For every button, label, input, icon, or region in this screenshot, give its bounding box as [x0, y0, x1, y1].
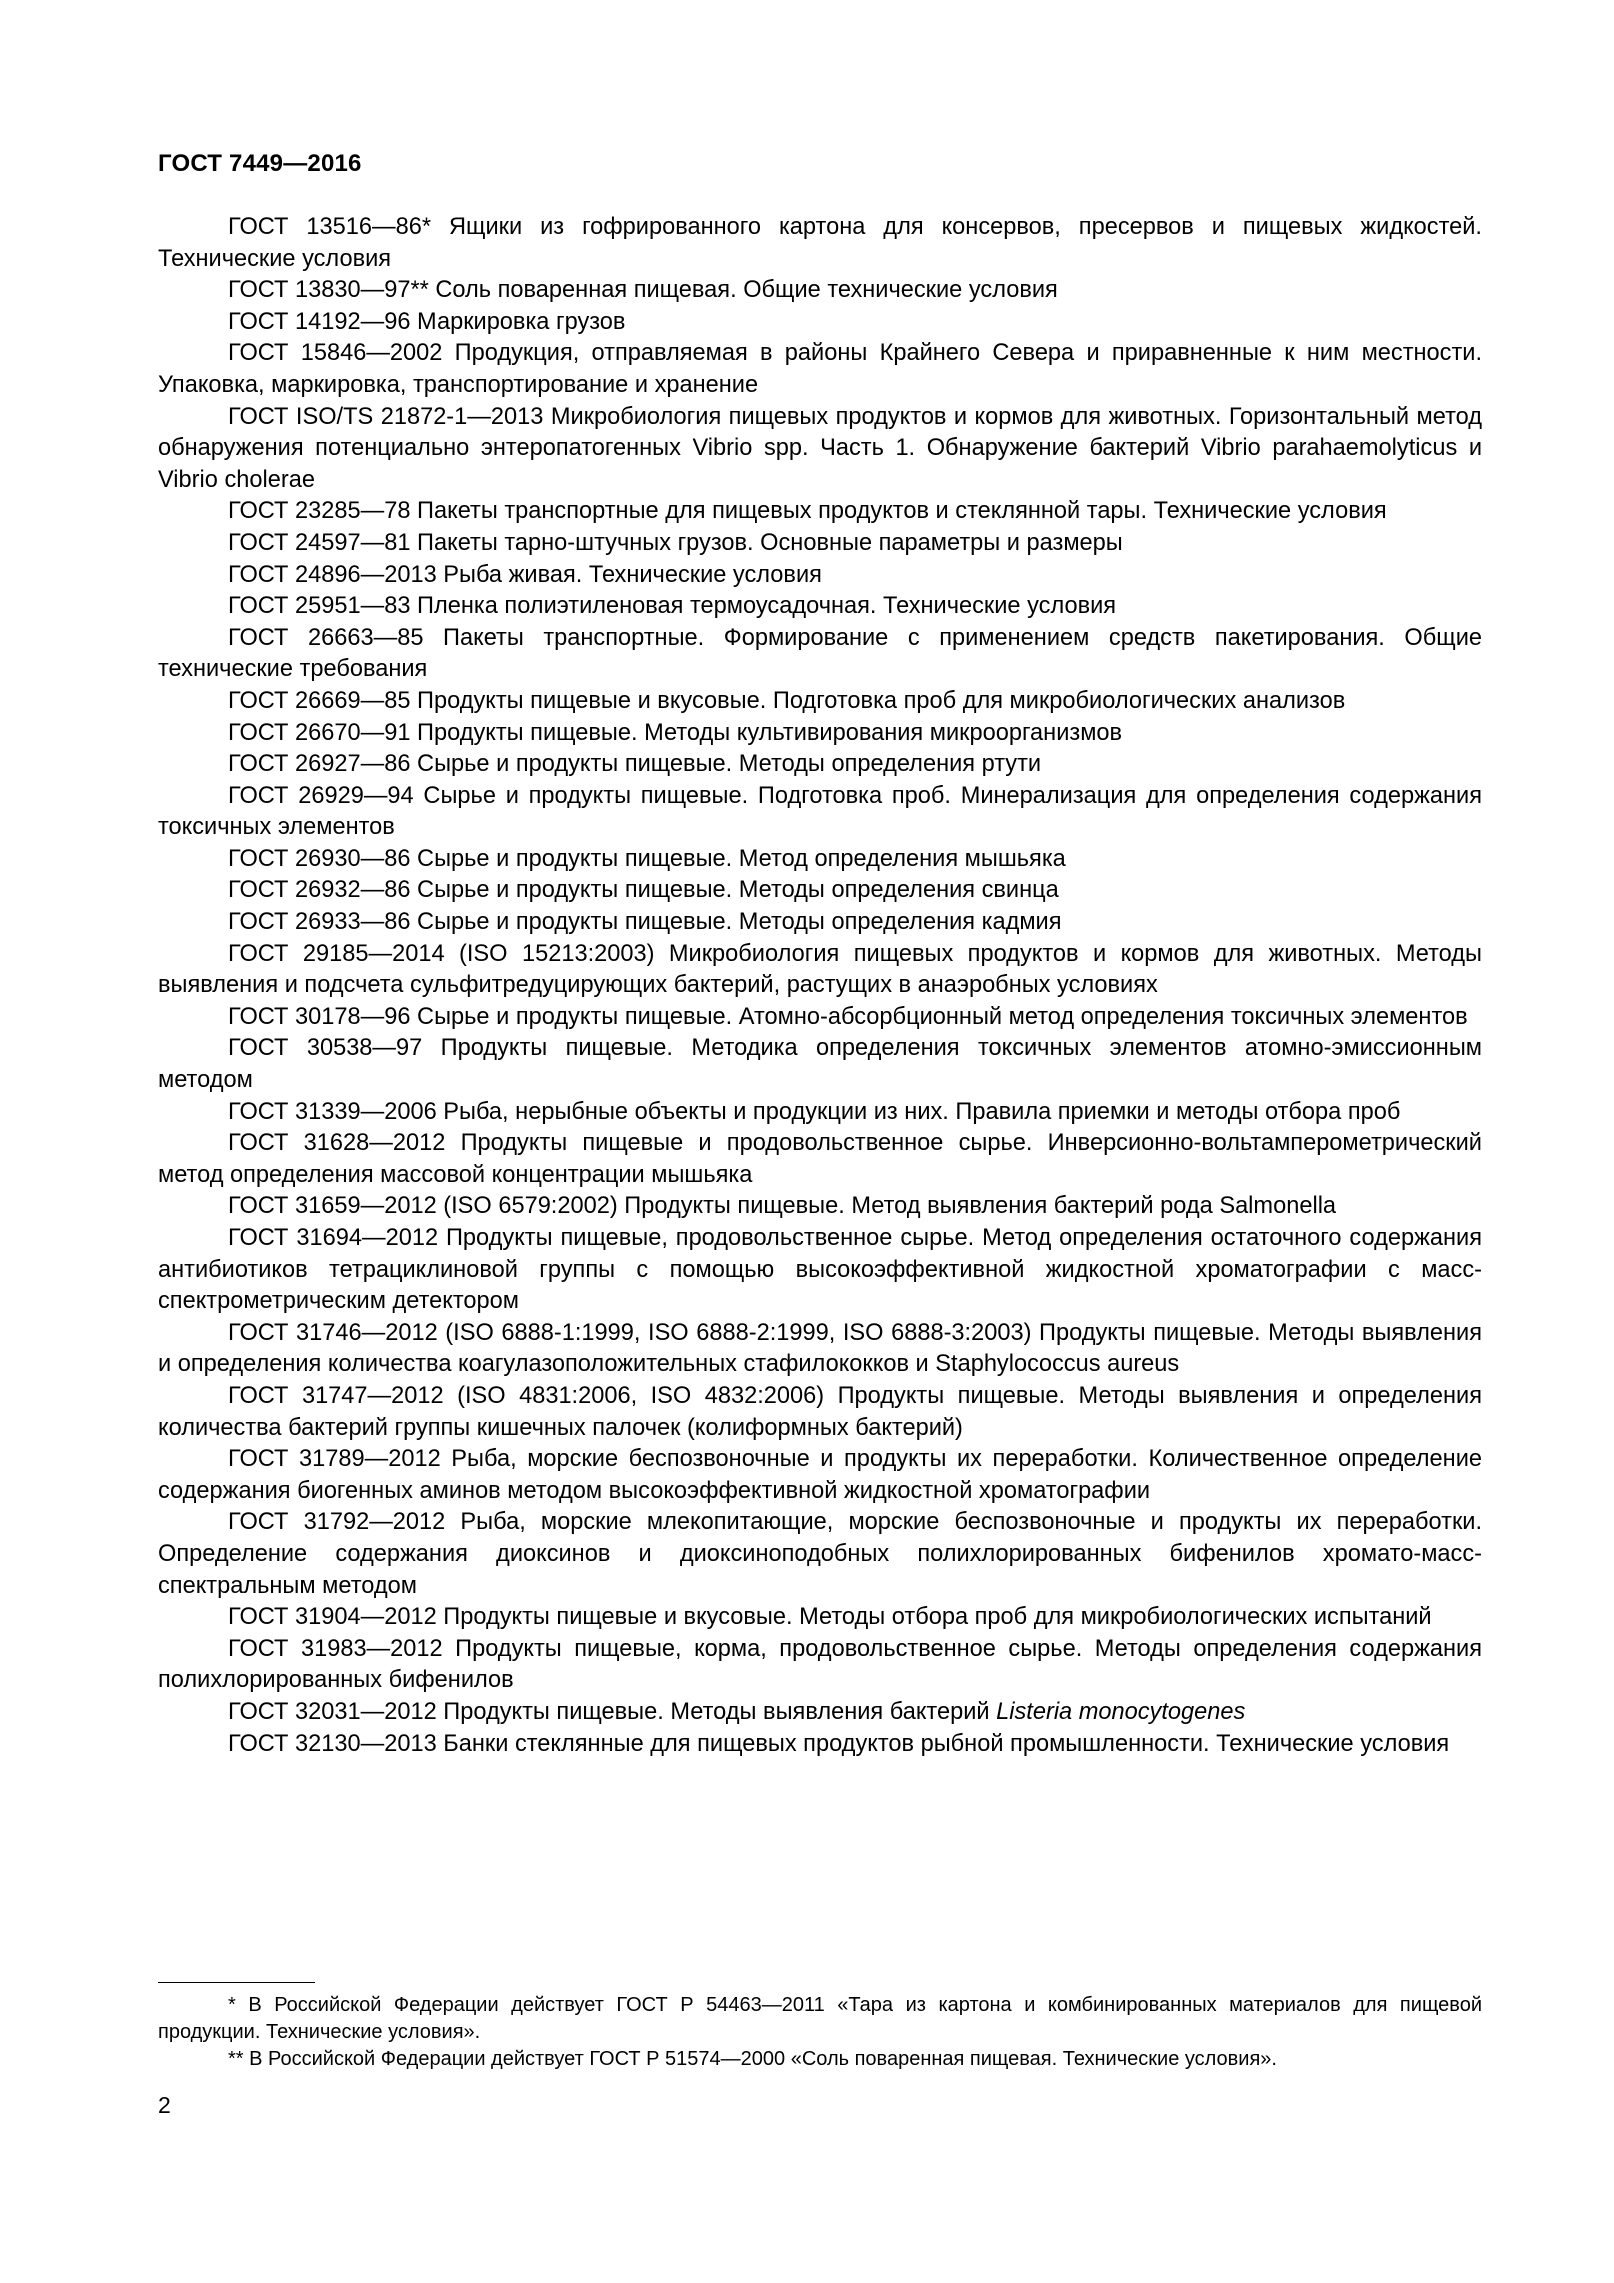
- reference-item: ГОСТ 32031—2012 Продукты пищевые. Методы выявления бактерий Listeria monocytogenes: [228, 1698, 1246, 1725]
- reference-item: ГОСТ 29185—2014 (ISO 15213:2003) Микробиология пищевых продуктов и кормов для животных. Методы выявления и подсчета сульфитредуцирующих бактерий, растущих в анаэробных условиях: [158, 940, 1482, 999]
- reference-item: ГОСТ 14192—96 Маркировка грузов: [228, 308, 626, 335]
- reference-item: ГОСТ 31694—2012 Продукты пищевые, продовольственное сырье. Метод определения остаточного содержания антибиотиков тетрациклиновой группы с помощью высокоэффективной жидкостной хроматографии с масс-спектрометрическим детектором: [158, 1225, 1482, 1315]
- reference-item: ГОСТ 23285—78 Пакеты транспортные для пищевых продуктов и стеклянной тары. Технические условия: [228, 498, 1387, 525]
- reference-item: ГОСТ 31789—2012 Рыба, морские беспозвоночные и продукты их переработки. Количественное определение содержания биогенных аминов методом высокоэффективной жидкостной хроматографии: [158, 1446, 1482, 1504]
- reference-item: ГОСТ 31747—2012 (ISO 4831:2006, ISO 4832:2006) Продукты пищевые. Методы выявления и определения количества бактерий группы кишечных палочек (колиформных бактерий): [158, 1382, 1482, 1441]
- reference-item: ГОСТ 26670—91 Продукты пищевые. Методы культивирования микроорганизмов: [228, 719, 1123, 746]
- reference-item: ГОСТ 25951—83 Пленка полиэтиленовая термоусадочная. Технические условия: [228, 593, 1117, 620]
- footnote-item: * В Российской Федерации действует ГОСТ Р 54463—2011 «Тара из картона и комбинированных материалов для пищевой продукции. Технические условия».: [158, 1994, 1482, 2043]
- reference-item: ГОСТ ISO/TS 21872-1—2013 Микробиология пищевых продуктов и кормов для животных. Горизонтальный метод обнаружения потенциально энтеропатогенных Vibrio spp. Часть 1. Обнаружение бактерий Vibrio parahaemolyticus и Vibrio cholerae: [158, 403, 1482, 493]
- footnote-divider: [158, 1982, 315, 1983]
- footnote-item: ** В Российской Федерации действует ГОСТ Р 51574—2000 «Соль поваренная пищевая. Технические условия».: [228, 2048, 1277, 2070]
- reference-item: ГОСТ 31792—2012 Рыба, морские млекопитающие, морские беспозвоночные и продукты их переработки. Определение содержания диоксинов и диоксиноподобных полихлорированных бифенилов хромато-масс-спектральным методом: [158, 1509, 1482, 1599]
- reference-item: ГОСТ 24597—81 Пакеты тарно-штучных грузов. Основные параметры и размеры: [228, 529, 1123, 556]
- reference-item: ГОСТ 26929—94 Сырье и продукты пищевые. Подготовка проб. Минерализация для определения содержания токсичных элементов: [158, 782, 1482, 841]
- reference-item: ГОСТ 31904—2012 Продукты пищевые и вкусовые. Методы отбора проб для микробиологических испытаний: [228, 1604, 1432, 1631]
- reference-item: ГОСТ 32130—2013 Банки стеклянные для пищевых продуктов рыбной промышленности. Технические условия: [228, 1730, 1450, 1757]
- footnotes: [158, 1992, 1482, 2073]
- reference-item: ГОСТ 30178—96 Сырье и продукты пищевые. Атомно-абсорбционный метод определения токсичных элементов: [228, 1003, 1468, 1030]
- reference-item: ГОСТ 26927—86 Сырье и продукты пищевые. Методы определения ртути: [228, 751, 1042, 778]
- document-header: ГОСТ 7449—2016: [158, 150, 362, 177]
- reference-item: ГОСТ 30538—97 Продукты пищевые. Методика определения токсичных элементов атомно-эмиссионным методом: [158, 1035, 1482, 1094]
- reference-item: ГОСТ 13830—97** Соль поваренная пищевая. Общие технические условия: [228, 277, 1058, 304]
- reference-item: ГОСТ 15846—2002 Продукция, отправляемая в районы Крайнего Севера и приравненные к ним местности. Упаковка, маркировка, транспортирование и хранение: [158, 340, 1482, 398]
- reference-item: ГОСТ 31628—2012 Продукты пищевые и продовольственное сырье. Инверсионно-вольтамперометрический метод определения массовой концентрации мышьяка: [158, 1130, 1482, 1188]
- page-number: 2: [158, 2092, 171, 2118]
- reference-item: ГОСТ 13516—86* Ящики из гофрированного картона для консервов, пресервов и пищевых жидкостей. Технические условия: [158, 214, 1482, 272]
- species-name: Listeria monocytogenes: [996, 1698, 1246, 1725]
- reference-item: ГОСТ 31746—2012 (ISO 6888-1:1999, ISO 6888-2:1999, ISO 6888-3:2003) Продукты пищевые. Методы выявления и определения количества коагулазоположительных стафилококков и Staphylococcus aureus: [158, 1319, 1482, 1378]
- reference-item: ГОСТ 26663—85 Пакеты транспортные. Формирование с применением средств пакетирования. Общие технические требования: [158, 624, 1482, 683]
- reference-item: ГОСТ 31659—2012 (ISO 6579:2002) Продукты пищевые. Метод выявления бактерий рода Salmonella: [228, 1193, 1337, 1220]
- reference-item: ГОСТ 26932—86 Сырье и продукты пищевые. Методы определения свинца: [228, 877, 1059, 904]
- reference-item: ГОСТ 26933—86 Сырье и продукты пищевые. Методы определения кадмия: [228, 909, 1062, 936]
- normative-references: [158, 212, 1482, 1760]
- reference-item: ГОСТ 31983—2012 Продукты пищевые, корма, продовольственное сырье. Методы определения содержания полихлорированных бифенилов: [158, 1635, 1482, 1694]
- reference-item: ГОСТ 31339—2006 Рыба, нерыбные объекты и продукции из них. Правила приемки и методы отбора проб: [228, 1098, 1401, 1125]
- reference-item: ГОСТ 24896—2013 Рыба живая. Технические условия: [228, 561, 822, 588]
- reference-item: ГОСТ 26930—86 Сырье и продукты пищевые. Метод определения мышьяка: [228, 845, 1066, 872]
- reference-item: ГОСТ 26669—85 Продукты пищевые и вкусовые. Подготовка проб для микробиологических анализов: [228, 687, 1346, 714]
